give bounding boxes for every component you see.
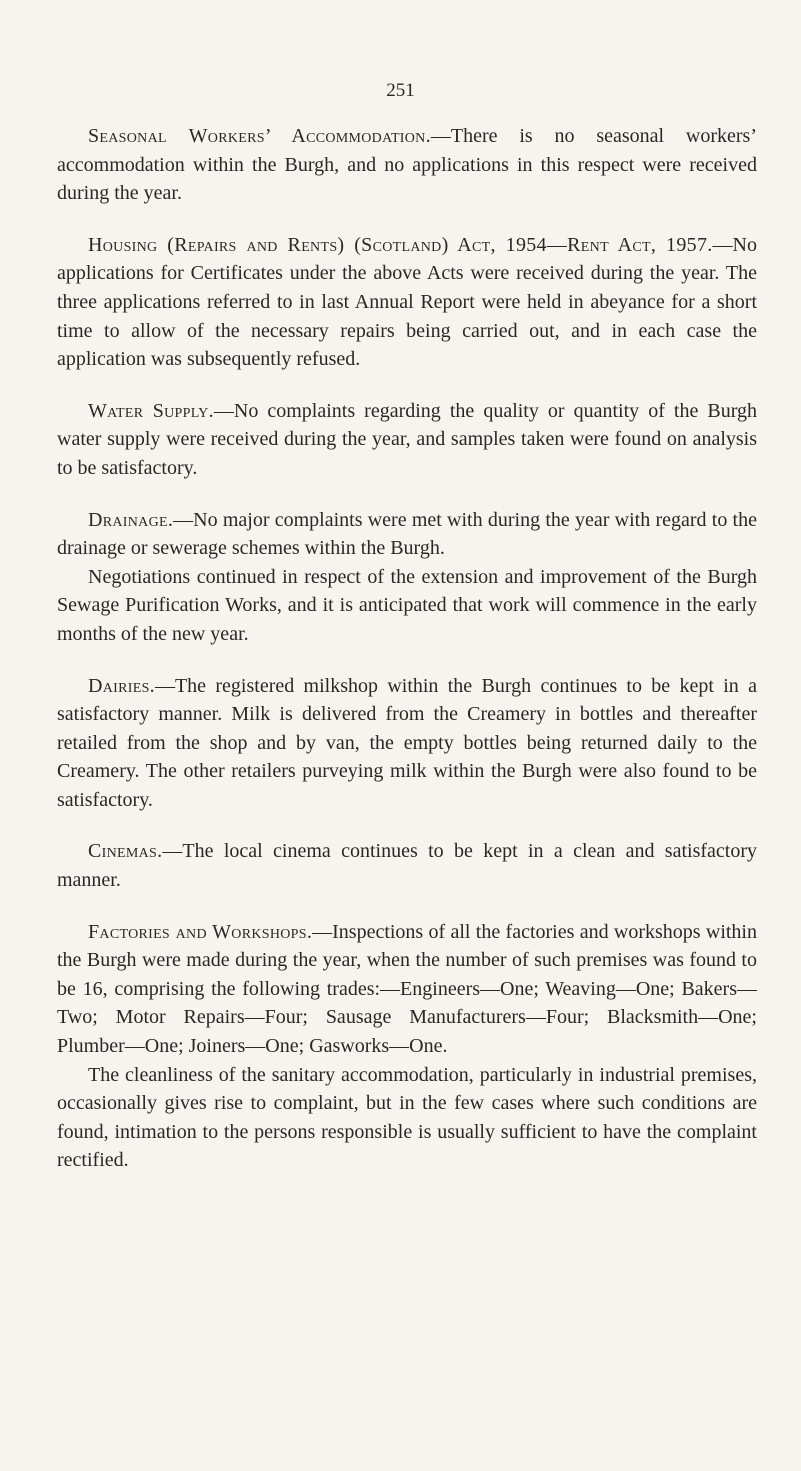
heading-water-supply: Water Supply. — [88, 399, 214, 422]
paragraph-factories-continued: The cleanliness of the sanitary accommodation, particularly in industrial premises, occasionally gives rise to complaint, but in the few cases where such conditions are found, intimation to the persons responsible is usually sufficient to have the complaint rectified. — [57, 1063, 757, 1172]
paragraph-drainage-continued: Negotiations continued in respect of the extension and improvement of the Burgh Sewage Purification Works, and it is anticipated that work will commence in the early months of the new year. — [57, 565, 757, 645]
paragraph-cinemas — [57, 837, 757, 894]
heading-drainage: Drainage. — [88, 508, 174, 531]
paragraph-factories — [57, 918, 757, 1061]
heading-seasonal-workers: Seasonal Workers’ Accommodation. — [88, 125, 431, 147]
text-dairies: —The registered milkshop within the Burgh continues to be kept in a satisfactory manner. Milk is delivered from the Creamery in bottles and thereafter retailed from the shop and by van, the empty bottles being returned daily to the Creamery. The other retailers purveying milk within the Burgh were also found to be satisfactory. — [57, 674, 757, 811]
page-body — [57, 122, 757, 1175]
text-housing: —No applications for Certificates under the above Acts were received during the year. The three applications referred to in last Annual Report were held in abeyance for a short time to allow of the necessary repairs being carried out, and in each case the application was subsequently refused. — [57, 233, 757, 371]
text-drainage: —No major complaints were met with during the year with regard to the drainage or sewerage schemes within the Burgh. — [57, 508, 757, 560]
text-cinemas: —The local cinema continues to be kept in a clean and satisfactory manner. — [57, 840, 757, 892]
heading-housing: Housing (Repairs and Rents) (Scotland) Act, 1954—Rent Act, 1957. — [88, 233, 713, 256]
text-factories: —Inspections of all the factories and workshops within the Burgh were made during the year, when the number of such premises was found to be 16, comprising the following trades:—Engineers—One; Weaving—One; Bakers—Two; Motor Repairs—Four; Sausage Manufacturers—Four; Blacksmith—One; Plumber—One; Joiners—One; Gasworks—One. — [57, 920, 757, 1058]
heading-factories: Factories and Workshops. — [88, 920, 313, 943]
heading-dairies: Dairies. — [88, 674, 155, 697]
page-number: 251 — [386, 80, 415, 101]
text-seasonal-workers: —There is no seasonal workers’ accommodation within the Burgh, and no applications in this respect were received during the year. — [57, 125, 757, 205]
paragraph-dairies — [57, 672, 757, 815]
paragraph-drainage — [57, 506, 757, 563]
paragraph-housing — [57, 231, 757, 374]
heading-cinemas: Cinemas. — [88, 840, 163, 863]
paragraph-seasonal-workers — [57, 122, 757, 208]
text-water-supply: —No complaints regarding the quality or quantity of the Burgh water supply were received during the year, and samples taken were found on analysis to be satisfactory. — [57, 399, 757, 479]
paragraph-water-supply — [57, 397, 757, 483]
